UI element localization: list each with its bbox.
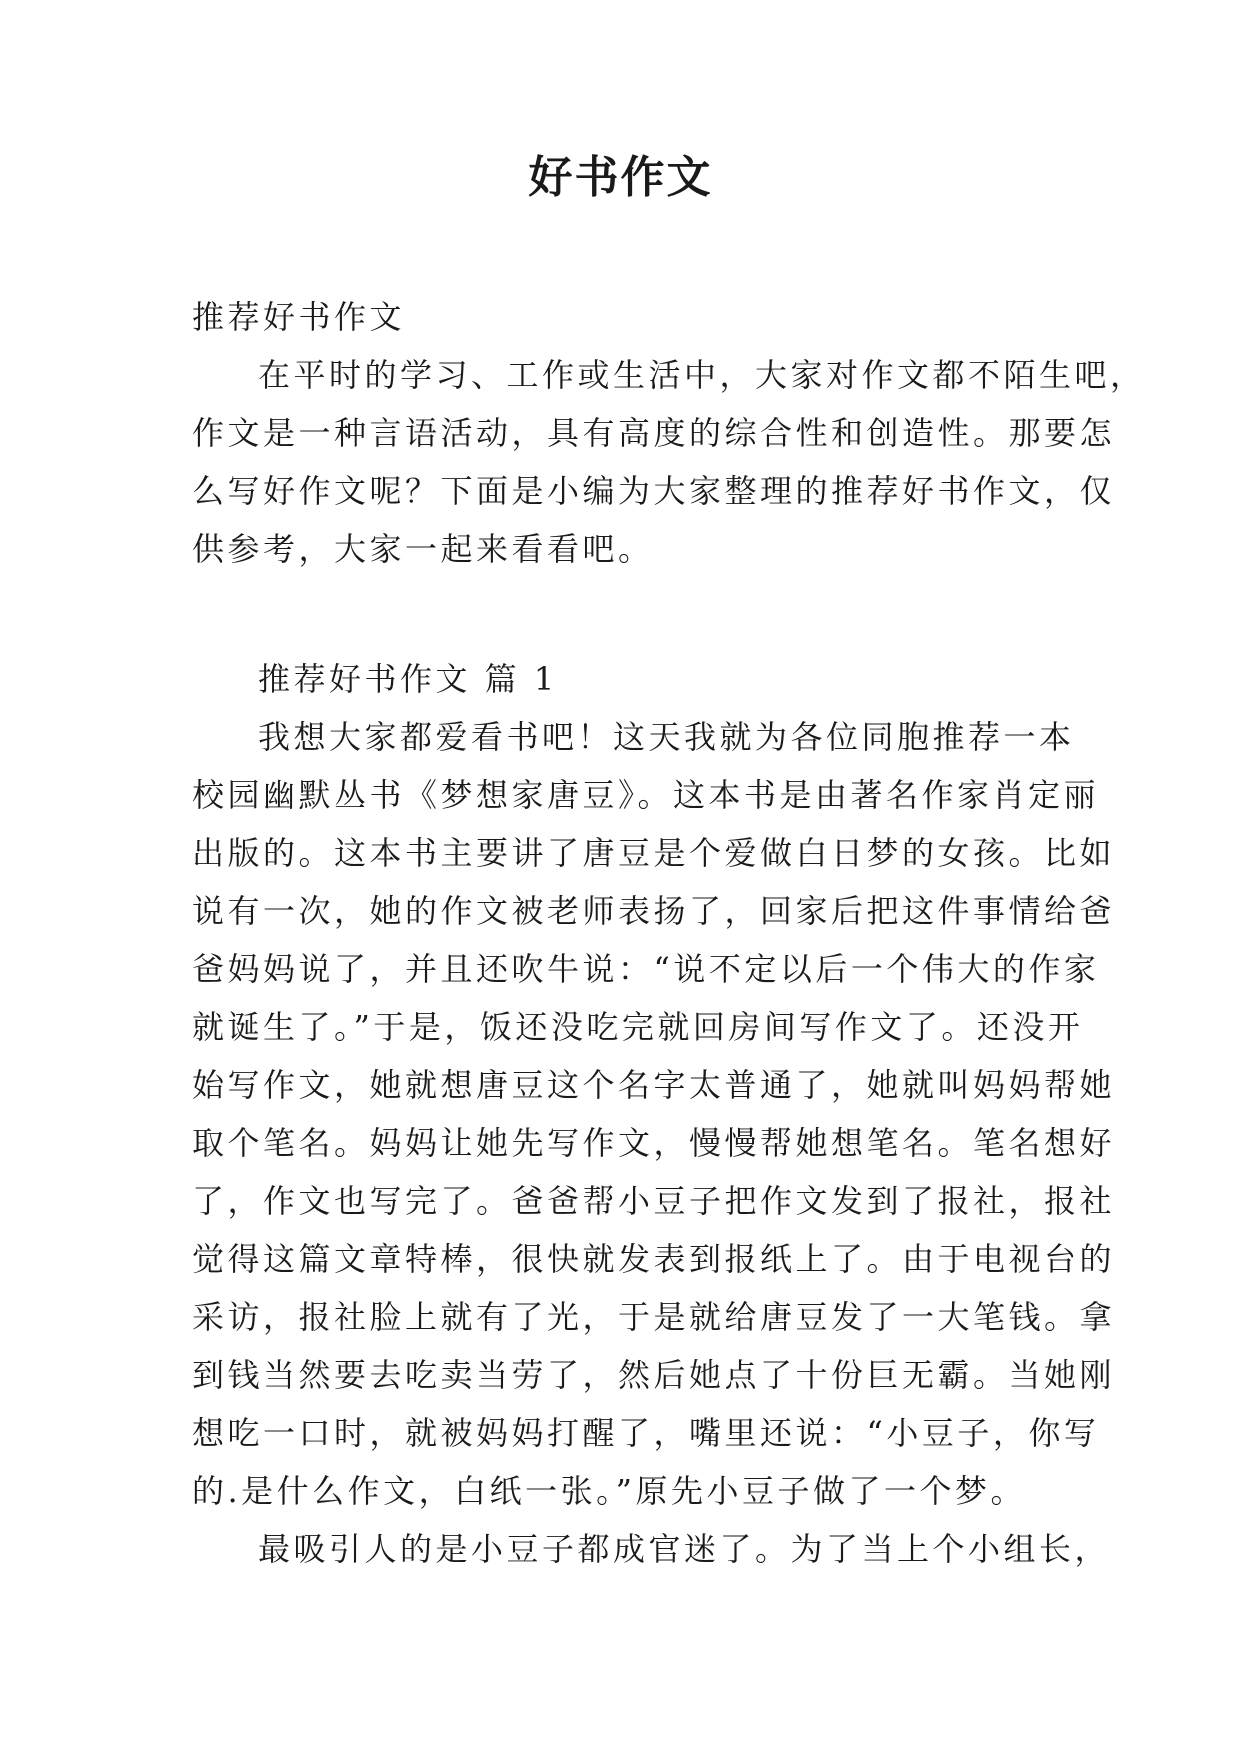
text-line: 我想大家都爱看书吧！这天我就为各位同胞推荐一本 <box>258 718 1075 756</box>
section-spacer <box>192 578 1049 650</box>
text-line: 想吃一口时，就被妈妈打醒了，嘴里还说：“小豆子，你写 <box>192 1414 1100 1452</box>
body-paragraph <box>192 708 1116 1520</box>
text-line: 么写好作文呢？下面是小编为大家整理的推荐好书作文，仅 <box>192 472 1116 510</box>
text-line: 校园幽默丛书《梦想家唐豆》。这本书是由著名作家肖定丽 <box>192 776 1100 814</box>
text-line: 说有一次，她的作文被老师表扬了，回家后把这件事情给爸 <box>192 892 1116 930</box>
text-line: 到钱当然要去吃卖当劳了，然后她点了十份巨无霸。当她刚 <box>192 1356 1116 1394</box>
text-line: 了，作文也写完了。爸爸帮小豆子把作文发到了报社，报社 <box>192 1182 1116 1220</box>
text-line: 在平时的学习、工作或生活中，大家对作文都不陌生吧， <box>258 356 1146 394</box>
text-line: 就诞生了。”于是，饭还没吃完就回房间写作文了。还没开 <box>192 1008 1084 1046</box>
text-line: 爸妈妈说了，并且还吹牛说：“说不定以后一个伟大的作家 <box>192 950 1100 988</box>
text-line: 取个笔名。妈妈让她先写作文，慢慢帮她想笔名。笔名想好 <box>192 1124 1116 1162</box>
text-line: 始写作文，她就想唐豆这个名字太普通了，她就叫妈妈帮她 <box>192 1066 1116 1104</box>
text-line: 出版的。这本书主要讲了唐豆是个爱做白日梦的女孩。比如 <box>192 834 1116 872</box>
document-title: 好书作文 <box>528 152 713 203</box>
text-line: 作文是一种言语活动，具有高度的综合性和创造性。那要怎 <box>192 414 1116 452</box>
text-line: 的.是什么作文，白纸一张。”原先小豆子做了一个梦。 <box>192 1472 1027 1510</box>
text-line: 采访，报社脸上就有了光，于是就给唐豆发了一大笔钱。拿 <box>192 1298 1116 1336</box>
body-paragraph <box>192 1520 1111 1578</box>
intro-paragraph <box>192 346 1146 578</box>
document-body <box>192 288 1146 1578</box>
text-line: 最吸引人的是小豆子都成官迷了。为了当上个小组长， <box>258 1530 1111 1568</box>
text-line: 觉得这篇文章特棒，很快就发表到报纸上了。由于电视台的 <box>192 1240 1116 1278</box>
text-line: 供参考，大家一起来看看吧。 <box>192 530 654 568</box>
document-subtitle: 推荐好书作文 <box>192 298 406 336</box>
section-heading: 推荐好书作文 篇 1 <box>258 660 558 698</box>
